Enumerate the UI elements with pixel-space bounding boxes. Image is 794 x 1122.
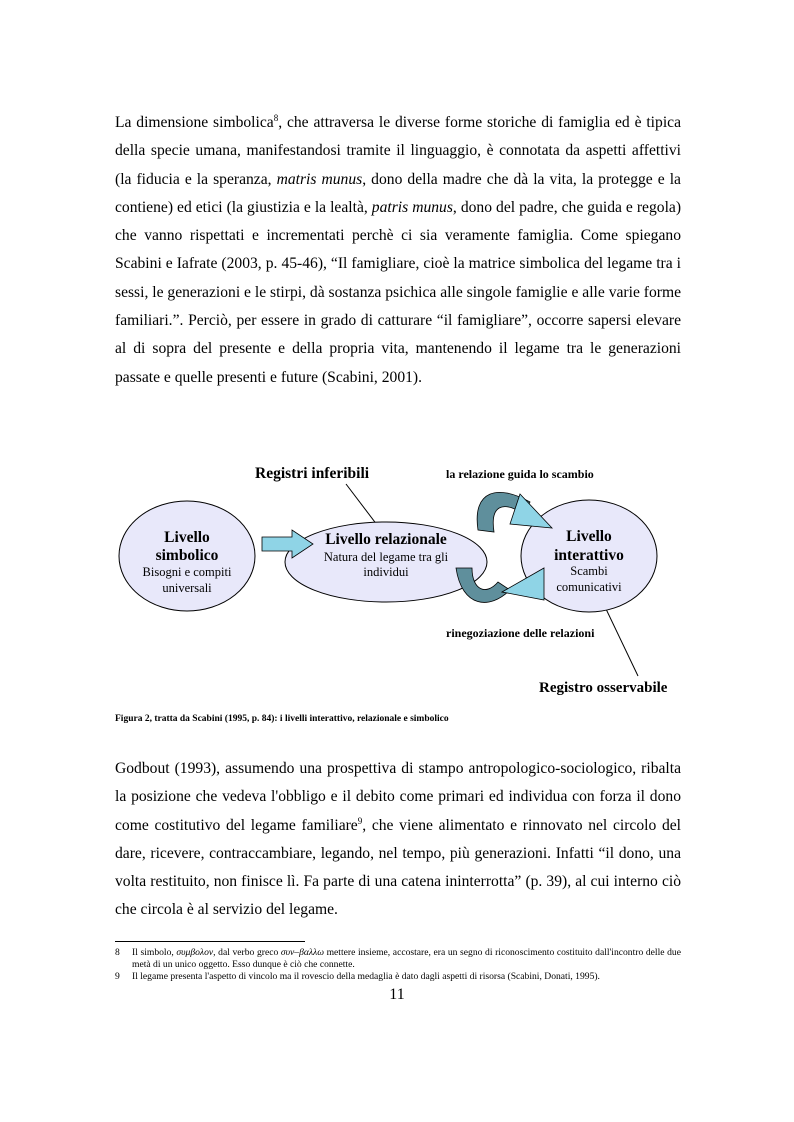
- footnotes: [115, 947, 681, 983]
- footnote-ref-8[interactable]: 8: [273, 112, 279, 123]
- footnote-text: Il legame presenta l'aspetto di vincolo ma il rovescio della medaglia è dato dagli aspetti di risorsa (Scabini, Donati, 1995).: [132, 971, 600, 982]
- label-registri-inferibili: Registri inferibili: [255, 465, 370, 482]
- footnote-9: [115, 971, 681, 983]
- paragraph-text: , che attraversa le diverse forme storiche di famiglia ed è tipica della specie umana, manifestandosi tramite il linguaggio, è connotata da aspetti affettivi (la fiducia e la speranza,: [115, 114, 681, 188]
- footnote-number: 9: [115, 971, 120, 982]
- body-paragraph-2: [115, 755, 681, 925]
- footnote-text: [132, 947, 681, 971]
- footnote-separator: [115, 941, 305, 942]
- levels-diagram: [100, 450, 700, 710]
- greek-word-symbolon: συμβολον: [176, 947, 214, 958]
- italic-term-matris-munus: matris munus: [276, 170, 363, 188]
- page-number: 11: [389, 986, 405, 1003]
- label-relazione-guida: la relazione guida lo scambio: [446, 467, 594, 481]
- paragraph-text: Godbout (1993), assumendo una prospettiva di stampo antropologico-sociologico, ribalta la posizione che vedeva l'obbligo e il debito come primari ed individua con forza il dono come costitutivo del legame familiare: [115, 760, 681, 834]
- figure-caption: Figura 2, tratta da Scabini (1995, p. 84): i livelli interattivo, relazionale e simbolico: [115, 714, 449, 724]
- body-paragraph-1: [115, 109, 681, 392]
- relazionale-title: Livello relazionale: [325, 531, 447, 548]
- footnote-8: [115, 947, 681, 971]
- paragraph-text: La dimensione simbolica: [115, 114, 274, 131]
- paragraph-text: , dono della madre che dà la vita, la protegge e la contiene) ed etici (la giustizia e la lealtà,: [115, 170, 681, 216]
- footnote-text-part: Il simbolo,: [132, 947, 177, 958]
- curved-arrow-bottom-head: [502, 568, 544, 600]
- footnote-number: 8: [115, 947, 120, 958]
- interattivo-title-2: interattivo: [554, 547, 624, 564]
- footnote-ref-9[interactable]: 9: [357, 815, 363, 826]
- paragraph-text: , dono del padre, che guida e regola) che vanno rispettati e incrementati perchè ci sia veramente famiglia. Come spiegano Scabini e Iafrate (2003, p. 45-46), “Il famigliare, cioè la matrice simbolica del legame tra i sessi, le generazioni e le stirpi, dà sostanza psichica alle singole famiglie e alle varie forme familiari.”. Perciò, per essere in grado di catturare “il famigliare”, occorre sapersi elevare al di sopra del presente e della propria vita, mantenendo il legame tra le generazioni passate e quelle presenti e future (Scabini, 2001).: [115, 198, 682, 386]
- footnote-text-part: , dal verbo greco: [213, 947, 281, 958]
- relazionale-sub-1: Natura del legame tra gli: [323, 550, 449, 564]
- interattivo-sub-1: Scambi: [570, 564, 608, 578]
- label-rinegoziazione: rinegoziazione delle relazioni: [446, 626, 595, 640]
- relazionale-sub-2: individui: [363, 565, 409, 579]
- footnote-text-part: mettere insieme, accostare, era un segno di riconoscimento costituito dall'incontro delle due metà di un unico oggetto. Esso dunque è ciò che connette.: [132, 947, 681, 970]
- simbolico-sub-2: universali: [162, 581, 212, 595]
- simbolico-title-2: simbolico: [155, 547, 219, 564]
- simbolico-sub-1: Bisogni e compiti: [142, 565, 232, 579]
- interattivo-sub-2: comunicativi: [556, 580, 622, 594]
- paragraph-text: , che viene alimentato e rinnovato nel circolo del dare, ricevere, contraccambiare, legando, nel tempo, più generazioni. Infatti “il dono, una volta restituito, non finisce lì. Fa parte di una catena ininterrotta” (p. 39), al cui interno ciò che circola è al servizio del legame.: [115, 816, 681, 919]
- italic-term-patris-munus: patris munus: [371, 198, 453, 216]
- interattivo-title-1: Livello: [566, 528, 612, 545]
- simbolico-title-1: Livello: [164, 529, 210, 546]
- label-registro-osservabile: Registro osservabile: [539, 680, 668, 696]
- greek-word-symballo: συν–βαλλω: [280, 947, 324, 958]
